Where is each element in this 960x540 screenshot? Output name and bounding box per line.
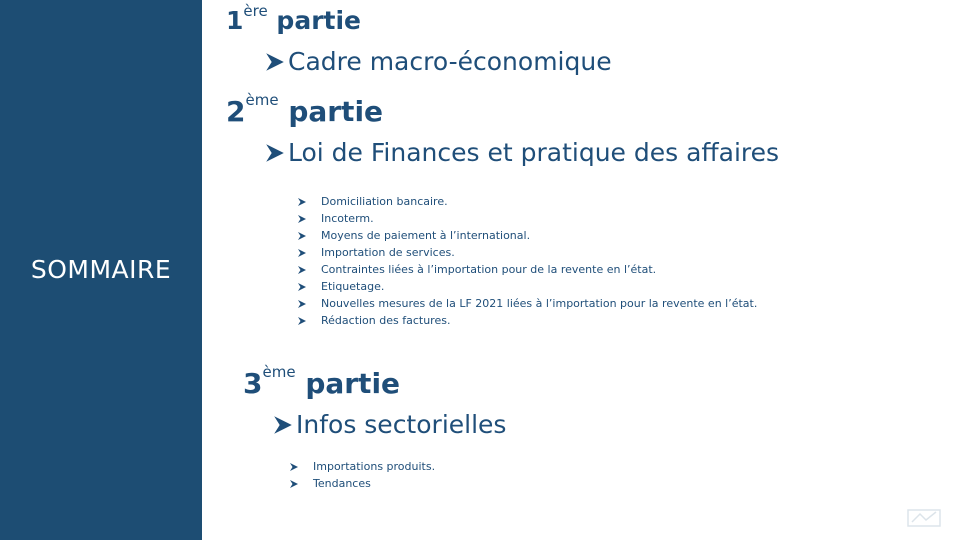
arrow-bullet-icon bbox=[289, 462, 299, 472]
arrow-bullet-icon bbox=[264, 142, 286, 164]
arrow-bullet-icon bbox=[297, 282, 307, 292]
list-item-text: Importation de services. bbox=[321, 246, 455, 259]
part-3-subtitle: Infos sectorielles bbox=[296, 410, 507, 439]
list-item-text: Incoterm. bbox=[321, 212, 374, 225]
list-item-text: Contraintes liées à l’importation pour de la revente en l’état. bbox=[321, 263, 657, 276]
list-item-text: Tendances bbox=[313, 477, 371, 490]
list-item bbox=[297, 278, 757, 295]
part-1-subtitle-row bbox=[264, 47, 612, 76]
list-item-text: Etiquetage. bbox=[321, 280, 385, 293]
arrow-bullet-icon bbox=[297, 316, 307, 326]
list-item bbox=[289, 475, 435, 492]
arrow-bullet-icon bbox=[264, 51, 286, 73]
part-2-superscript: ème bbox=[245, 91, 279, 109]
part-2-subtitle-row bbox=[264, 138, 779, 167]
part-3-number: 3 bbox=[243, 367, 263, 400]
list-item bbox=[297, 295, 757, 312]
list-item-text: Rédaction des factures. bbox=[321, 314, 451, 327]
list-item-text: Importations produits. bbox=[313, 460, 436, 473]
list-item bbox=[297, 210, 757, 227]
part-1-subtitle: Cadre macro-économique bbox=[288, 47, 612, 76]
part-1-heading bbox=[226, 2, 361, 35]
part-1-word: partie bbox=[276, 6, 361, 35]
list-item bbox=[297, 227, 757, 244]
list-item bbox=[289, 458, 435, 475]
arrow-bullet-icon bbox=[297, 265, 307, 275]
part-2-item-list bbox=[297, 193, 757, 329]
arrow-bullet-icon bbox=[297, 214, 307, 224]
part-2-word: partie bbox=[288, 95, 384, 128]
part-3-superscript: ème bbox=[262, 363, 296, 381]
part-1-number: 1 bbox=[226, 6, 244, 35]
arrow-bullet-icon bbox=[289, 479, 299, 489]
arrow-bullet-icon bbox=[272, 414, 294, 436]
part-2-number: 2 bbox=[226, 95, 246, 128]
list-item-text: Nouvelles mesures de la LF 2021 liées à l’importation pour la revente en l’état. bbox=[321, 297, 758, 310]
sidebar-panel bbox=[0, 0, 202, 540]
part-3-item-list bbox=[289, 458, 435, 492]
part-2-heading bbox=[226, 91, 384, 128]
part-3-heading bbox=[243, 363, 401, 400]
list-item bbox=[297, 193, 757, 210]
part-3-subtitle-row bbox=[272, 410, 506, 439]
arrow-bullet-icon bbox=[297, 248, 307, 258]
arrow-bullet-icon bbox=[297, 197, 307, 207]
list-item bbox=[297, 312, 757, 329]
list-item bbox=[297, 261, 757, 278]
part-1-superscript: ère bbox=[243, 2, 268, 20]
arrow-bullet-icon bbox=[297, 231, 307, 241]
list-item-text: Domiciliation bancaire. bbox=[321, 195, 448, 208]
watermark-logo-icon bbox=[906, 506, 942, 530]
list-item bbox=[297, 244, 757, 261]
sidebar-title: SOMMAIRE bbox=[30, 255, 172, 284]
list-item-text: Moyens de paiement à l’international. bbox=[321, 229, 531, 242]
arrow-bullet-icon bbox=[297, 299, 307, 309]
part-2-subtitle: Loi de Finances et pratique des affaires bbox=[288, 138, 780, 167]
part-3-word: partie bbox=[305, 367, 401, 400]
